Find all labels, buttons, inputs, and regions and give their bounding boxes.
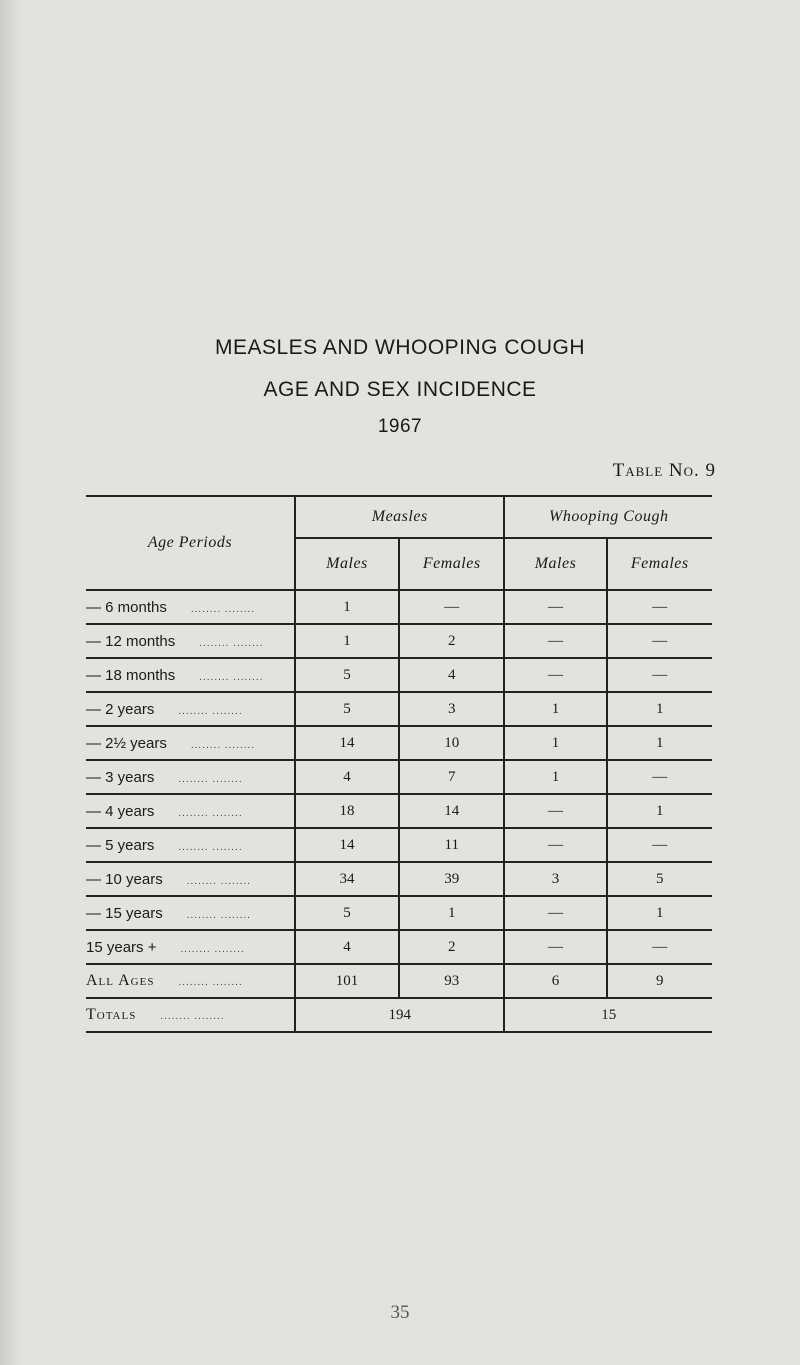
measles-females-cell: 39 bbox=[399, 862, 504, 896]
measles-females-cell: 3 bbox=[399, 692, 504, 726]
age-period-text: — 10 years bbox=[86, 870, 163, 888]
age-period-label bbox=[86, 794, 295, 828]
age-period-label bbox=[86, 658, 295, 692]
table-row bbox=[86, 930, 712, 964]
measles-header: Measles bbox=[295, 496, 504, 538]
table-row bbox=[86, 590, 712, 624]
measles-males-cell: 5 bbox=[295, 658, 399, 692]
leader-dots: ........ ........ bbox=[178, 841, 243, 853]
wc-females-cell: 1 bbox=[607, 794, 712, 828]
table-row bbox=[86, 726, 712, 760]
totals-whooping-cough: 15 bbox=[504, 998, 712, 1032]
leader-dots: ........ ........ bbox=[180, 943, 245, 955]
wc-males-cell: 1 bbox=[504, 760, 606, 794]
table-row bbox=[86, 624, 712, 658]
wc-females-cell: 1 bbox=[607, 896, 712, 930]
table-row bbox=[86, 760, 712, 794]
measles-females-cell: 2 bbox=[399, 930, 504, 964]
age-period-text: — 3 years bbox=[86, 768, 155, 786]
age-period-label bbox=[86, 828, 295, 862]
table-number: Table No. 9 bbox=[612, 460, 716, 481]
measles-males-cell: 5 bbox=[295, 692, 399, 726]
table-row bbox=[86, 828, 712, 862]
measles-males-cell: 1 bbox=[295, 624, 399, 658]
page-edge-shadow bbox=[0, 0, 22, 1365]
table-row bbox=[86, 896, 712, 930]
age-period-label bbox=[86, 590, 295, 624]
measles-females-cell: 14 bbox=[399, 794, 504, 828]
measles-females-cell: 11 bbox=[399, 828, 504, 862]
age-period-text: — 6 months bbox=[86, 598, 167, 616]
measles-males-cell: 4 bbox=[295, 760, 399, 794]
table-row bbox=[86, 862, 712, 896]
totals-row bbox=[86, 998, 712, 1032]
measles-females-cell: 2 bbox=[399, 624, 504, 658]
age-period-text: — 18 months bbox=[86, 666, 176, 684]
age-period-label bbox=[86, 930, 295, 964]
wc-females-cell: 5 bbox=[607, 862, 712, 896]
all-ages-wc-males: 6 bbox=[504, 964, 606, 998]
measles-males-cell: 18 bbox=[295, 794, 399, 828]
age-period-text: — 4 years bbox=[86, 802, 155, 820]
document-year: 1967 bbox=[377, 416, 423, 437]
age-period-text: — 15 years bbox=[86, 904, 163, 922]
wc-females-cell: 1 bbox=[607, 692, 712, 726]
table-row bbox=[86, 794, 712, 828]
wc-males-cell: — bbox=[504, 896, 606, 930]
measles-females-cell: 7 bbox=[399, 760, 504, 794]
measles-females-cell: — bbox=[399, 590, 504, 624]
table-row bbox=[86, 692, 712, 726]
age-period-text: — 2½ years bbox=[86, 734, 167, 752]
wc-males-cell: 3 bbox=[504, 862, 606, 896]
measles-females-cell: 4 bbox=[399, 658, 504, 692]
age-period-text: — 2 years bbox=[86, 700, 155, 718]
wc-males-cell: — bbox=[504, 828, 606, 862]
all-ages-measles-males: 101 bbox=[295, 964, 399, 998]
measles-males-header: Males bbox=[295, 538, 399, 590]
age-periods-header: Age Periods bbox=[147, 534, 233, 551]
wc-males-cell: — bbox=[504, 590, 606, 624]
leader-dots: ........ ........ bbox=[178, 705, 243, 717]
leader-dots: ........ ........ bbox=[199, 637, 264, 649]
table-row bbox=[86, 658, 712, 692]
leader-dots: ........ ........ bbox=[178, 977, 243, 988]
measles-females-cell: 10 bbox=[399, 726, 504, 760]
all-ages-label bbox=[86, 964, 295, 998]
age-period-label bbox=[86, 862, 295, 896]
incidence-table bbox=[86, 495, 712, 1033]
document-subtitle: AGE AND SEX INCIDENCE bbox=[263, 378, 537, 401]
whooping-cough-header: Whooping Cough bbox=[504, 496, 712, 538]
leader-dots: ........ ........ bbox=[190, 739, 256, 751]
wc-females-cell: — bbox=[607, 930, 712, 964]
all-ages-measles-females: 93 bbox=[399, 964, 504, 998]
header-row-top bbox=[86, 496, 712, 538]
age-period-label bbox=[86, 624, 295, 658]
measles-males-cell: 14 bbox=[295, 726, 399, 760]
leader-dots: ........ ........ bbox=[186, 909, 251, 921]
all-ages-row bbox=[86, 964, 712, 998]
all-ages-label-text: All Ages bbox=[86, 972, 155, 989]
wc-females-cell: — bbox=[607, 624, 712, 658]
measles-females-header: Females bbox=[399, 538, 504, 590]
age-period-label bbox=[86, 760, 295, 794]
wc-females-cell: — bbox=[607, 590, 712, 624]
measles-males-cell: 5 bbox=[295, 896, 399, 930]
measles-males-cell: 14 bbox=[295, 828, 399, 862]
totals-label-text: Totals bbox=[86, 1006, 137, 1023]
wc-males-cell: — bbox=[504, 930, 606, 964]
leader-dots: ........ ........ bbox=[186, 875, 251, 887]
wc-males-header: Males bbox=[504, 538, 606, 590]
age-period-label bbox=[86, 726, 295, 760]
wc-females-cell: — bbox=[607, 658, 712, 692]
totals-label bbox=[86, 998, 295, 1032]
age-period-label bbox=[86, 692, 295, 726]
leader-dots: ........ ........ bbox=[199, 671, 264, 683]
page-number: 35 bbox=[390, 1302, 410, 1323]
measles-males-cell: 34 bbox=[295, 862, 399, 896]
age-period-text: — 5 years bbox=[86, 836, 155, 854]
leader-dots: ........ ........ bbox=[178, 773, 243, 785]
document-title: MEASLES AND WHOOPING COUGH bbox=[214, 336, 586, 359]
age-period-text: 15 years + bbox=[86, 938, 157, 956]
wc-females-cell: — bbox=[607, 760, 712, 794]
age-period-text: — 12 months bbox=[86, 632, 176, 650]
wc-males-cell: — bbox=[504, 794, 606, 828]
measles-females-cell: 1 bbox=[399, 896, 504, 930]
measles-males-cell: 1 bbox=[295, 590, 399, 624]
leader-dots: ........ ........ bbox=[190, 603, 256, 615]
wc-females-cell: — bbox=[607, 828, 712, 862]
all-ages-wc-females: 9 bbox=[607, 964, 712, 998]
leader-dots: ........ ........ bbox=[160, 1011, 225, 1022]
wc-males-cell: 1 bbox=[504, 692, 606, 726]
wc-females-cell: 1 bbox=[607, 726, 712, 760]
wc-males-cell: — bbox=[504, 658, 606, 692]
wc-females-header: Females bbox=[607, 538, 712, 590]
measles-males-cell: 4 bbox=[295, 930, 399, 964]
leader-dots: ........ ........ bbox=[178, 807, 243, 819]
age-period-label bbox=[86, 896, 295, 930]
wc-males-cell: — bbox=[504, 624, 606, 658]
wc-males-cell: 1 bbox=[504, 726, 606, 760]
totals-measles: 194 bbox=[295, 998, 504, 1032]
